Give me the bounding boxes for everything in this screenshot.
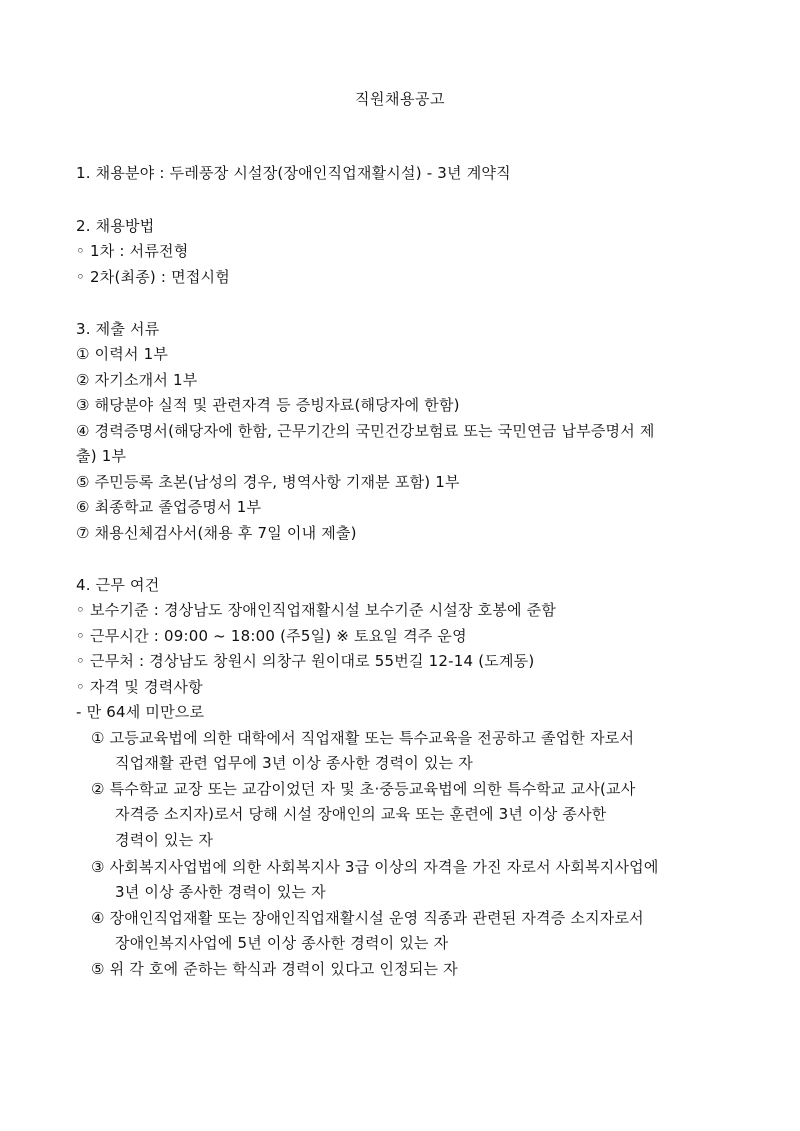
qualification-item: ① 고등교육법에 의한 대학에서 직업재활 또는 특수교육을 전공하고 졸업한 자로서 <box>91 729 635 747</box>
list-item: ③ 해당분야 실적 및 관련자격 등 증빙자료(해당자에 한함) <box>76 396 460 414</box>
list-item: - 만 64세 미만으로 <box>76 703 205 721</box>
section-3-heading: 3. 제출 서류 <box>76 320 160 338</box>
qualification-continuation: 3년 이상 종사한 경력이 있는 자 <box>115 883 326 901</box>
section-1-heading: 1. 채용분야 : 두레풍장 시설장(장애인직업재활시설) - 3년 계약직 <box>76 164 511 182</box>
list-item: ◦ 2차(최종) : 면접시험 <box>76 268 230 286</box>
list-item: ◦ 1차 : 서류전형 <box>76 242 189 260</box>
qualification-continuation: 직업재활 관련 업무에 3년 이상 종사한 경력이 있는 자 <box>115 754 473 772</box>
list-item: ◦ 보수기준 : 경상남도 장애인직업재활시설 보수기준 시설장 호봉에 준함 <box>76 601 557 619</box>
list-item: ◦ 자격 및 경력사항 <box>76 678 203 696</box>
section-4-heading: 4. 근무 여건 <box>76 576 160 594</box>
list-item: ④ 경력증명서(해당자에 한함, 근무기간의 국민건강보험료 또는 국민연금 납부증명서 제 <box>76 422 655 440</box>
qualification-item: ⑤ 위 각 호에 준하는 학식과 경력이 있다고 인정되는 자 <box>91 960 458 978</box>
qualification-continuation: 자격증 소지자)로서 당해 시설 장애인의 교육 또는 훈련에 3년 이상 종사한 <box>115 805 607 823</box>
qualification-continuation: 경력이 있는 자 <box>115 831 214 849</box>
qualification-item: ② 특수학교 교장 또는 교감이었던 자 및 초·중등교육법에 의한 특수학교 교사(교사 <box>91 780 636 798</box>
qualification-item: ④ 장애인직업재활 또는 장애인직업재활시설 운영 직종과 관련된 자격증 소지자로서 <box>91 909 644 927</box>
list-item: ◦ 근무처 : 경상남도 창원시 의창구 원이대로 55번길 12-14 (도계동) <box>76 652 535 670</box>
list-item: ② 자기소개서 1부 <box>76 371 198 389</box>
list-item: ◦ 근무시간 : 09:00 ~ 18:00 (주5일) ※ 토요일 격주 운영 <box>76 627 467 645</box>
section-2-heading: 2. 채용방법 <box>76 217 155 235</box>
qualification-item: ③ 사회복지사업법에 의한 사회복지사 3급 이상의 자격을 가진 자로서 사회복지사업에 <box>91 858 659 876</box>
list-item: ⑥ 최종학교 졸업증명서 1부 <box>76 498 262 516</box>
list-item: ⑤ 주민등록 초본(남성의 경우, 병역사항 기재분 포함) 1부 <box>76 473 460 491</box>
qualification-continuation: 장애인복지사업에 5년 이상 종사한 경력이 있는 자 <box>115 934 449 952</box>
list-item: ⑦ 채용신체검사서(채용 후 7일 이내 제출) <box>76 524 357 542</box>
page-title: 직원채용공고 <box>355 90 445 108</box>
list-item-continuation: 출) 1부 <box>76 447 127 465</box>
list-item: ① 이력서 1부 <box>76 345 169 363</box>
